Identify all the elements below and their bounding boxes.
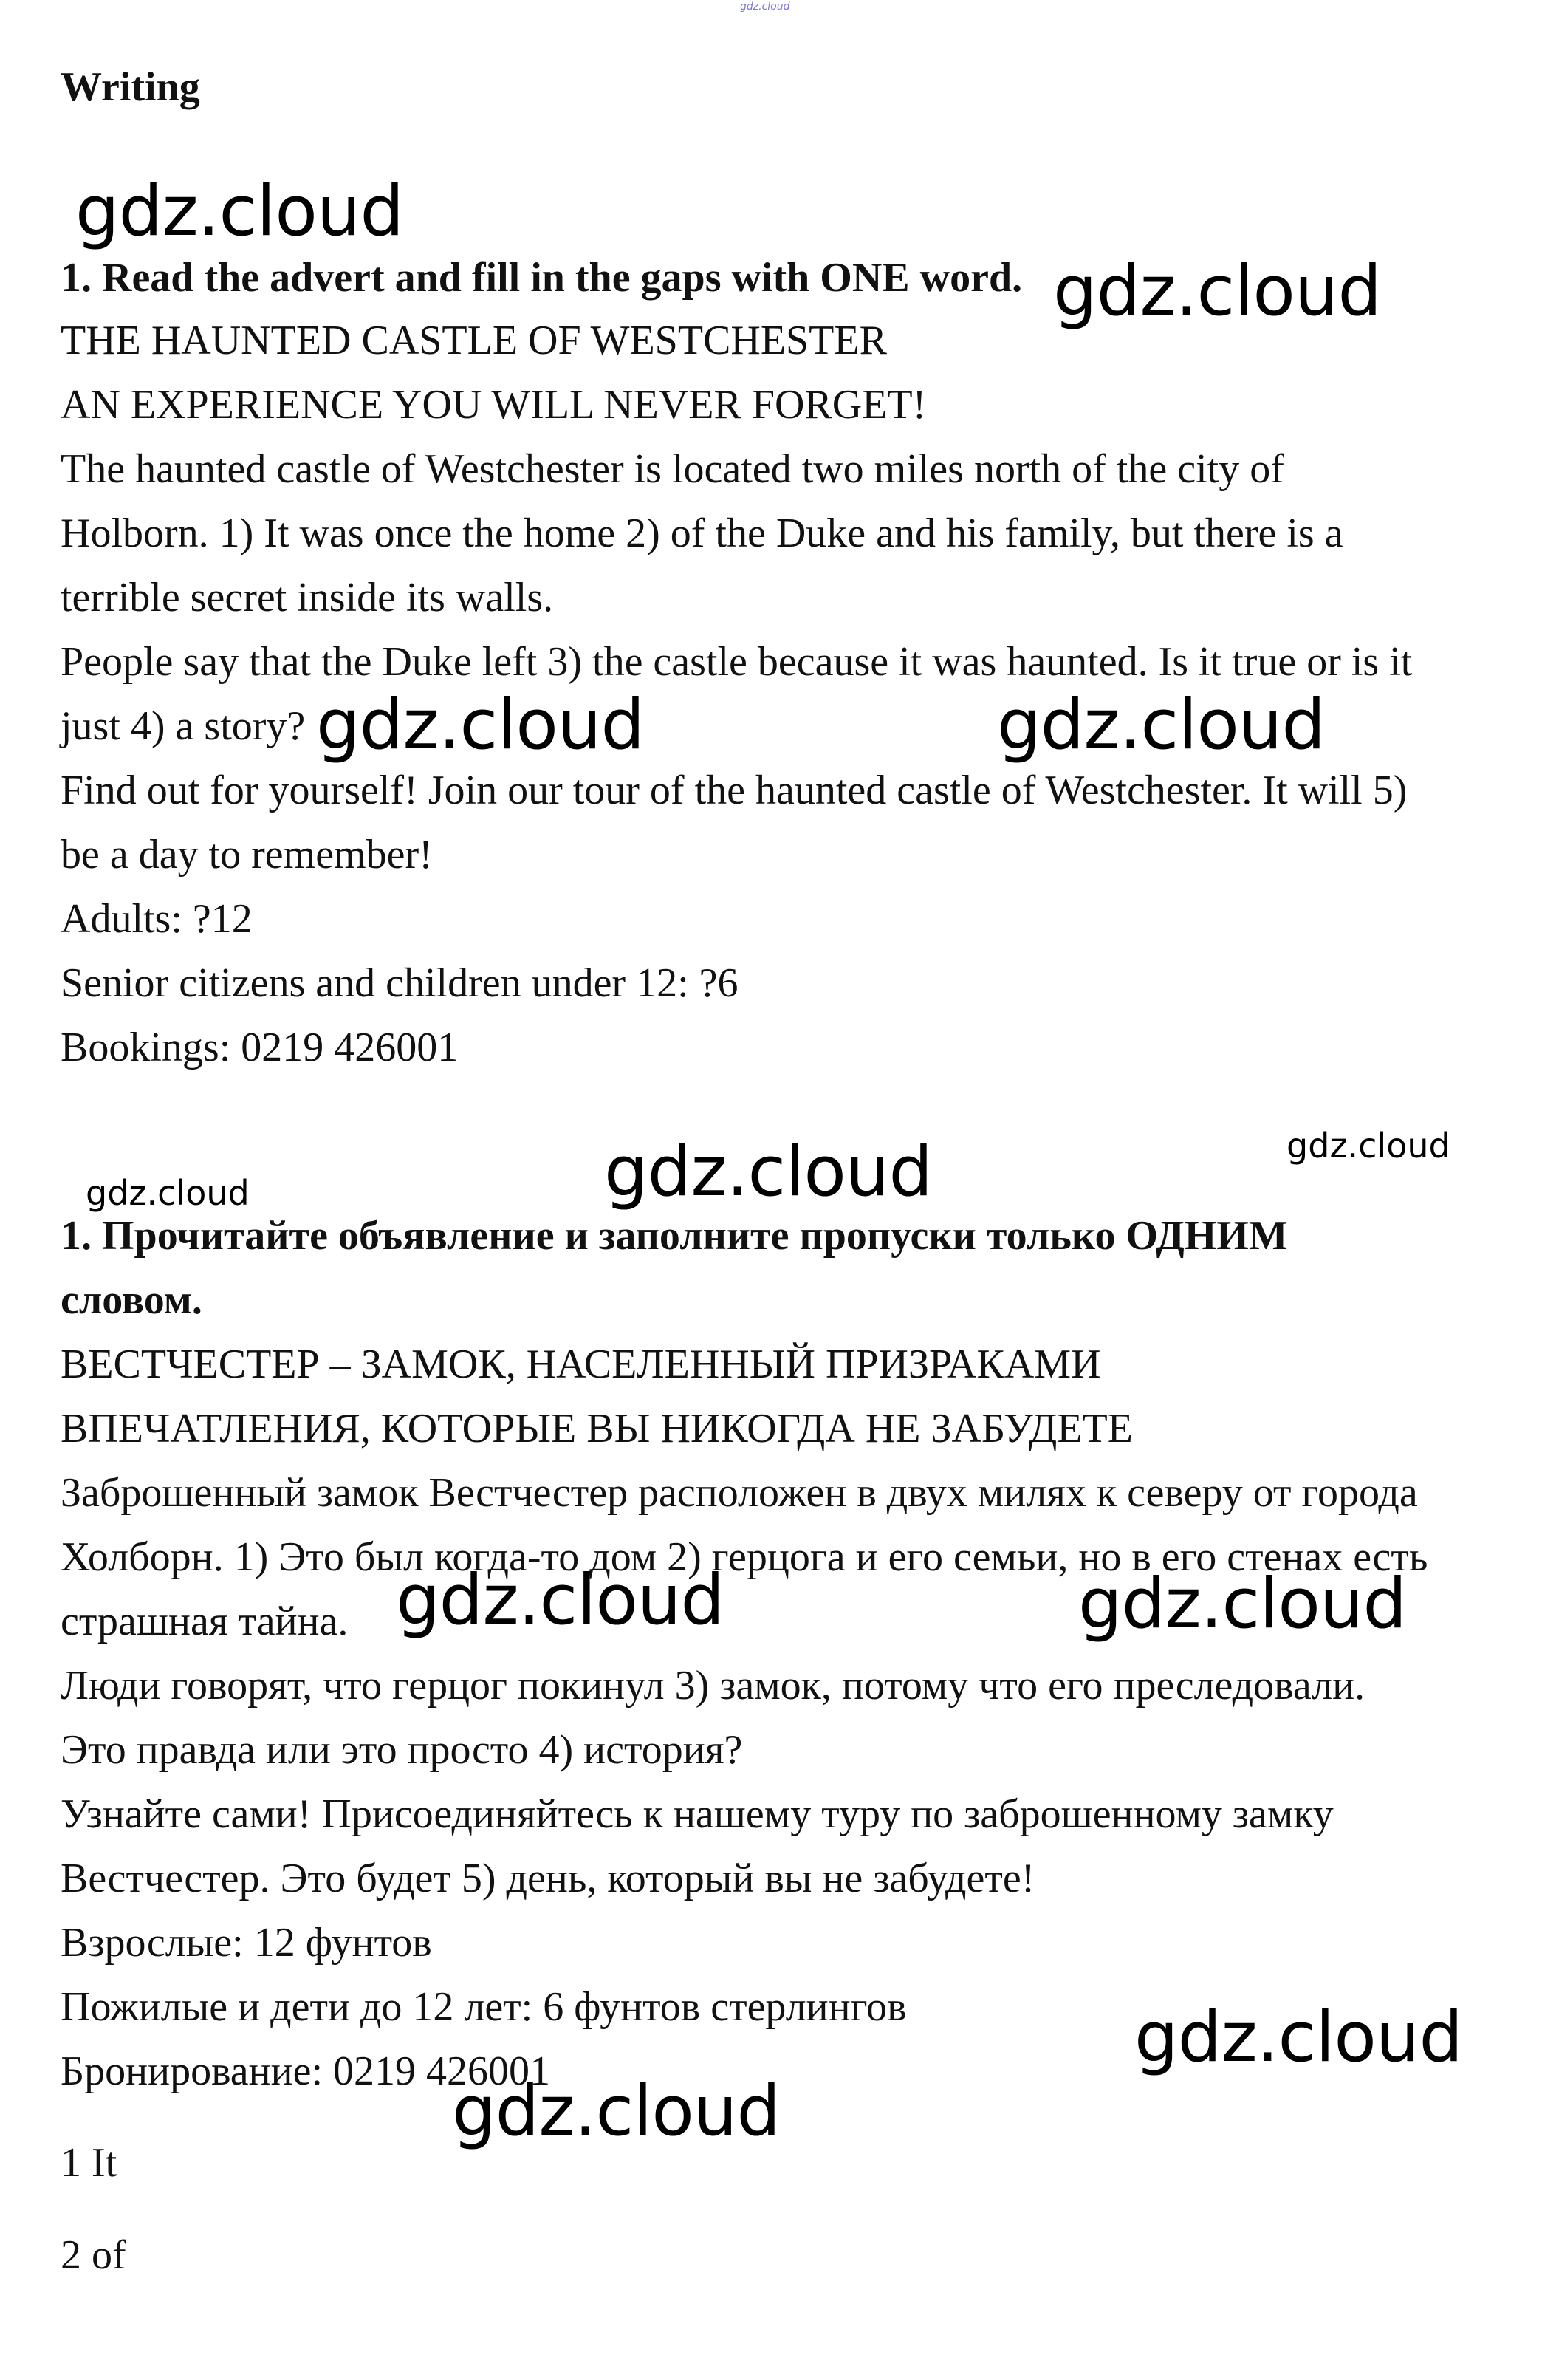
english-line: Holborn. 1) It was once the home 2) of the Duke and his family, but there is a: [61, 510, 1343, 556]
russian-line: Пожилые и дети до 12 лет: 6 фунтов стерлингов: [61, 1984, 907, 2030]
russian-line: ВЕСТЧЕСТЕР – ЗАМОК, НАСЕЛЕННЫЙ ПРИЗРАКАМИ: [61, 1341, 1101, 1387]
watermark: gdz.cloud: [1134, 1997, 1463, 2078]
english-line: AN EXPERIENCE YOU WILL NEVER FORGET!: [61, 382, 927, 428]
english-line: Find out for yourself! Join our tour of the haunted castle of Westchester. It will 5): [61, 767, 1408, 813]
russian-line: Вестчестер. Это будет 5) день, который вы не забудете!: [61, 1856, 1035, 1901]
english-line: People say that the Duke left 3) the castle because it was haunted. Is it true or is it: [61, 639, 1413, 685]
english-task-title: 1. Read the advert and fill in the gaps with ONE word.: [61, 255, 1023, 301]
answer-line: 1 It: [61, 2140, 117, 2186]
section-title: Writing: [61, 64, 200, 110]
russian-task-title-cont: словом.: [61, 1277, 202, 1323]
english-line: terrible secret inside its walls.: [61, 575, 554, 620]
russian-line: Это правда или это просто 4) история?: [61, 1727, 743, 1773]
answer-line: 2 of: [61, 2232, 126, 2278]
watermark: gdz.cloud: [86, 1173, 250, 1213]
watermark: gdz.cloud: [75, 171, 404, 252]
header-watermark: gdz.cloud: [740, 1, 790, 13]
russian-line: Заброшенный замок Вестчестер расположен в двух милях к северу от города: [61, 1470, 1418, 1516]
watermark: gdz.cloud: [1286, 1126, 1450, 1166]
english-line: THE HAUNTED CASTLE OF WESTCHESTER: [61, 318, 887, 363]
english-line: be a day to remember!: [61, 832, 433, 878]
russian-line: Взрослые: 12 фунтов: [61, 1920, 432, 1966]
russian-line: страшная тайна.: [61, 1598, 349, 1644]
watermark: gdz.cloud: [452, 2071, 781, 2152]
english-line: Senior citizens and children under 12: ?6: [61, 960, 739, 1006]
russian-task-title: 1. Прочитайте объявление и заполните пропуски только ОДНИМ: [61, 1213, 1288, 1259]
watermark: gdz.cloud: [396, 1560, 724, 1641]
english-line: The haunted castle of Westchester is located two miles north of the city of: [61, 446, 1284, 492]
english-line: just 4) a story?: [61, 703, 306, 749]
watermark: gdz.cloud: [997, 685, 1326, 765]
watermark: gdz.cloud: [316, 685, 645, 765]
russian-line: ВПЕЧАТЛЕНИЯ, КОТОРЫЕ ВЫ НИКОГДА НЕ ЗАБУДЕТЕ: [61, 1406, 1133, 1451]
russian-line: Холборн. 1) Это был когда-то дом 2) герцога и его семьи, но в его стенах есть: [61, 1534, 1428, 1580]
watermark: gdz.cloud: [1053, 251, 1382, 332]
russian-line: Бронирование: 0219 426001: [61, 2048, 551, 2094]
russian-line: Люди говорят, что герцог покинул 3) замок, потому что его преследовали.: [61, 1663, 1365, 1709]
watermark: gdz.cloud: [1078, 1564, 1407, 1644]
english-line: Adults: ?12: [61, 896, 253, 942]
english-line: Bookings: 0219 426001: [61, 1025, 459, 1070]
russian-line: Узнайте сами! Присоединяйтесь к нашему туру по заброшенному замку: [61, 1791, 1334, 1837]
watermark: gdz.cloud: [604, 1132, 933, 1212]
